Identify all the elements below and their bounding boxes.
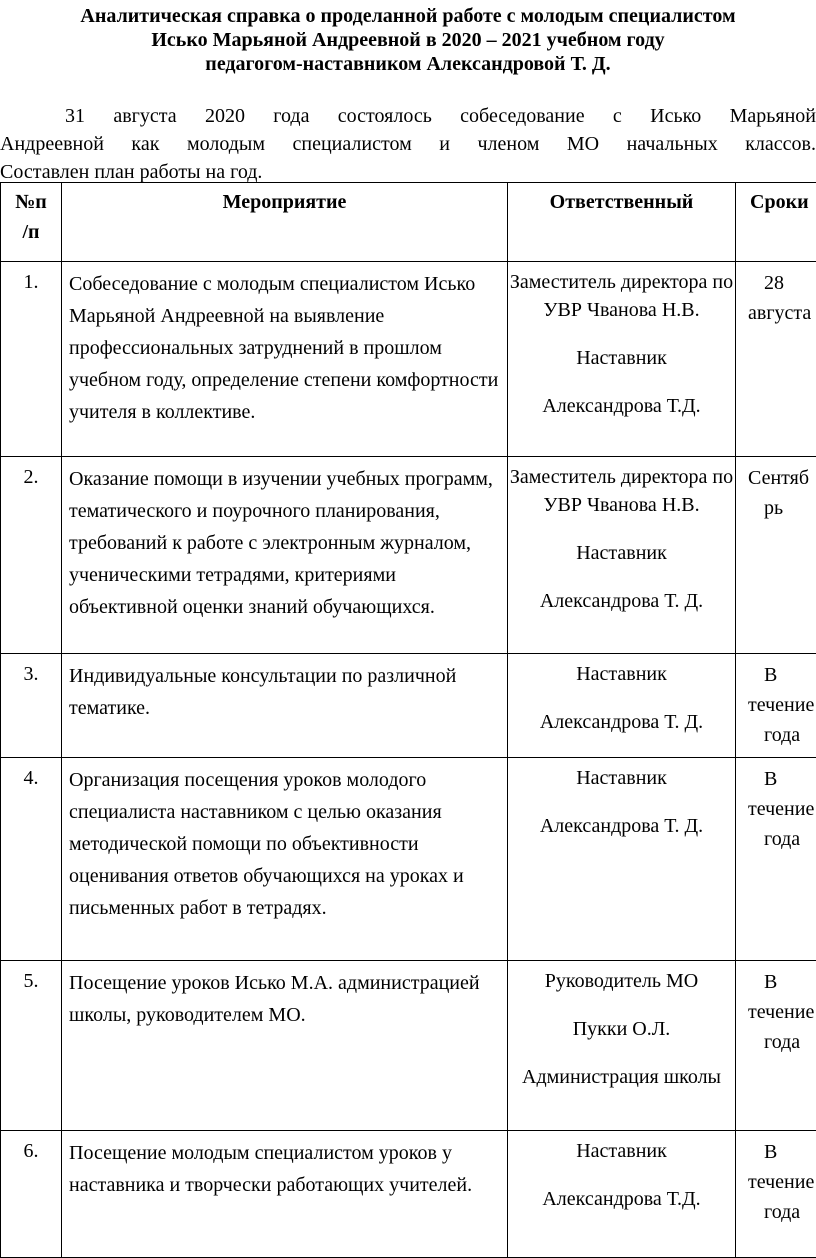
row-responsible [508,457,736,654]
row-dates [736,654,816,758]
header-number [1,183,62,262]
dates-line: года [764,724,801,746]
dates-line: течение [748,1001,815,1023]
title-line-2: Исько Марьяной Андреевной в 2020 – 2021 учебном году [151,29,665,51]
table-row [1,961,816,1131]
row-number: 2. [1,457,62,654]
row-number: 3. [1,654,62,758]
dates-line: В [764,1141,778,1163]
intro-line-2: Андреевной как молодым специалистом и членом МО начальных классов. [0,133,816,155]
header-event: Мероприятие [62,183,508,262]
header-responsible: Ответственный [508,183,736,262]
dates-line: 28 [764,272,784,294]
row-dates [736,262,816,457]
row-responsible [508,654,736,758]
responsible-line: Руководитель МО [544,970,699,992]
responsible-line: Наставник [576,1140,667,1162]
row-event: Посещение уроков Исько М.А. администрацией школы, руководителем МО. [62,961,508,1131]
responsible-line: Наставник [576,542,667,564]
dates-line: В [764,768,778,790]
table-row [1,1131,816,1258]
dates-line: года [764,828,801,850]
row-event: Индивидуальные консультации по различной тематике. [62,654,508,758]
table-row [1,262,816,457]
dates-line: рь [764,497,784,519]
responsible-line: Наставник [576,663,667,685]
row-dates [736,457,816,654]
table-row [1,654,816,758]
dates-line: течение [748,798,815,820]
responsible-line: Александрова Т. Д. [539,815,704,837]
row-number: 6. [1,1131,62,1258]
dates-line: Сентяб [748,467,810,489]
dates-line: течение [748,694,815,716]
row-responsible [508,262,736,457]
document-title [0,4,816,76]
title-line-3: педагогом-наставником Александровой Т. Д. [205,53,611,75]
responsible-line: Наставник [576,767,667,789]
intro-line-3: Составлен план работы на год. [0,161,263,183]
intro-paragraph [0,102,816,186]
responsible-line: Александрова Т. Д. [539,711,704,733]
work-plan-table [0,182,816,1258]
header-number-line2: /п [22,221,40,243]
dates-line: В [764,971,778,993]
row-event: Оказание помощи в изучении учебных программ, тематического и поурочного планирования, требований к работе с электронным журналом, ученическими тетрадями, критериями объективной оценки знаний обучающихся. [62,457,508,654]
dates-line: течение [748,1171,815,1193]
row-number: 4. [1,758,62,961]
row-responsible [508,961,736,1131]
row-responsible [508,758,736,961]
responsible-line: Наставник [576,347,667,369]
row-number: 5. [1,961,62,1131]
row-number: 1. [1,262,62,457]
row-dates [736,758,816,961]
row-dates [736,961,816,1131]
dates-line: года [764,1201,801,1223]
header-number-line1: №п [15,191,47,213]
row-event: Посещение молодым специалистом уроков у наставника и творчески работающих учителей. [62,1131,508,1258]
title-line-1: Аналитическая справка о проделанной работе с молодым специалистом [80,5,736,27]
responsible-line: Александрова Т.Д. [542,395,701,417]
table-header-row [1,183,816,262]
dates-line: года [764,1031,801,1053]
responsible-line: Александрова Т. Д. [539,590,704,612]
responsible-line: Заместитель директора по УВР Чванова Н.В. [509,466,734,516]
row-event: Собеседование с молодым специалистом Исько Марьяной Андреевной на выявление профессиональных затруднений в прошлом учебном году, определение степени комфортности учителя в коллективе. [62,262,508,457]
responsible-line: Заместитель директора по УВР Чванова Н.В. [509,271,734,321]
responsible-line: Пукки О.Л. [572,1018,671,1040]
header-dates: Сроки [736,183,816,262]
intro-line-1: 31 августа 2020 года состоялось собеседование с Исько Марьяной [65,105,816,127]
responsible-line: Администрация школы [522,1066,721,1088]
dates-line: августа [748,302,812,324]
table-row [1,758,816,961]
table-row [1,457,816,654]
dates-line: В [764,664,778,686]
row-responsible [508,1131,736,1258]
row-event: Организация посещения уроков молодого специалиста наставником с целью оказания методической помощи по объективности оценивания ответов обучающихся на уроках и письменных работ в тетрадях. [62,758,508,961]
row-dates [736,1131,816,1258]
responsible-line: Александрова Т.Д. [542,1188,701,1210]
